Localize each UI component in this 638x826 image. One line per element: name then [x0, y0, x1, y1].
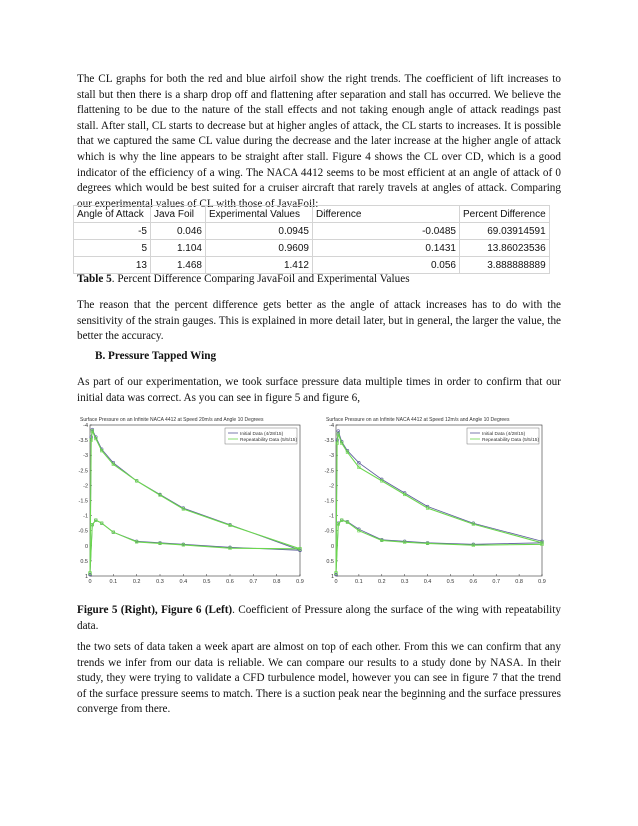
y-tick-label: -3 — [83, 453, 88, 460]
table-header-cell: Difference — [313, 206, 460, 223]
table-row — [74, 240, 550, 257]
y-tick-label: -2.5 — [78, 468, 88, 475]
paragraph-cl-trends: The CL graphs for both the red and blue airfoil show the right trends. The coefficient of lift increases to stall but then there is a sharp drop off and flattening after separation and stall has occurred. We believe the flattening to be due to the nature of the stall effects and not taking enough angle of attack readings past stall. After stall, CL starts to decrease but at higher angles of attack, the CL starts to increases. It is possible that we captured the same CL value during the decrease and the later increase at the higher angle of attack which is why the line appears to be straight after stall. Figure 4 shows the CL over CD, which is a good indicator of the efficiency of a wing. The NACA 4412 seems to be most efficient at an angle of attack of 0 degrees which would be best suited for a cruiser aircraft that rarely travels at angles of attack. Comparing our experimental values of CL with those of JavaFoil: — [77, 73, 561, 210]
table-row — [74, 223, 550, 240]
table-cell: 0.046 — [151, 223, 206, 240]
y-tick-label: -1.5 — [324, 498, 334, 505]
plot-area — [90, 425, 300, 576]
y-tick-label: 0 — [84, 543, 88, 550]
plot-area — [336, 425, 542, 576]
x-tick-label: 0.5 — [202, 579, 211, 585]
table-cell: 1.104 — [151, 240, 206, 257]
table-cell: 13 — [74, 257, 151, 274]
x-tick-label: 0.6 — [226, 579, 234, 585]
x-tick-label: 0.7 — [492, 579, 501, 585]
legend-label: Repeatability Data (5/5/15) — [482, 437, 540, 443]
paragraph-percent-difference: The reason that the percent difference gets better as the angle of attack increases has to do with the sensitivity of the strain gauges. This is explained in more detail later, but in general, the larger the value, the better the accuracy. — [77, 299, 561, 343]
legend-label: Repeatability Data (5/5/15) — [240, 437, 298, 443]
y-tick-label: -1.5 — [78, 498, 88, 505]
x-tick-label: 0.4 — [423, 579, 432, 585]
y-tick-label: -1 — [83, 513, 88, 520]
y-tick-label: -2 — [329, 483, 334, 490]
x-tick-label: 0.9 — [538, 579, 546, 585]
table-cell: 0.9609 — [206, 240, 313, 257]
table-cell: 5 — [74, 240, 151, 257]
y-tick-label: -4 — [329, 423, 334, 429]
x-tick-label: 0.9 — [296, 579, 304, 585]
x-tick-label: 0.2 — [132, 579, 141, 585]
x-tick-label: 0.6 — [469, 579, 478, 585]
table-header-cell: Experimental Values — [206, 206, 313, 223]
y-tick-label: 1 — [330, 574, 334, 580]
x-tick-label: 0.1 — [109, 579, 118, 585]
pressure-chart-12ms — [322, 415, 546, 590]
x-tick-label: 0.5 — [446, 579, 455, 585]
table-header-cell: Java Foil — [151, 206, 206, 223]
y-tick-label: -2 — [83, 483, 88, 490]
table-cell: 3.888888889 — [460, 257, 550, 274]
table-caption-label: Table 5 — [77, 273, 112, 285]
y-tick-label: 0.5 — [80, 558, 88, 565]
table-row — [74, 257, 550, 274]
y-tick-label: -4 — [83, 423, 88, 429]
pressure-chart-20ms — [76, 415, 304, 590]
chart-title: Surface Pressure on an Infinite NACA 4412 at Speed 12m/s and Angle 10 Degrees — [326, 417, 510, 423]
table-cell: 0.056 — [313, 257, 460, 274]
y-tick-label: -3 — [329, 453, 334, 460]
percent-difference-table — [73, 205, 550, 274]
section-heading: B. Pressure Tapped Wing — [95, 350, 217, 362]
legend-label: Initial Data (4/28/15) — [240, 431, 284, 437]
x-tick-label: 0.2 — [377, 579, 386, 585]
table-header-cell: Angle of Attack — [74, 206, 151, 223]
table-cell: 1.412 — [206, 257, 313, 274]
table-cell: -5 — [74, 223, 151, 240]
table-cell: 0.1431 — [313, 240, 460, 257]
table-cell: 69.03914591 — [460, 223, 550, 240]
table-cell: 1.468 — [151, 257, 206, 274]
y-tick-label: -1 — [329, 513, 334, 520]
x-tick-label: 0 — [334, 579, 338, 585]
paragraph-repeatability: the two sets of data taken a week apart are almost on top of each other. From this we can confirm that any trends we infer from our data is reliable. We can compare our results to a study done by NASA. In their study, they were trying to validate a CFD turbulence model, however you can see in figure 7 that the trend of the surface pressure seems to match. There is a suction peak near the beginning and the surface pressures converge from there. — [77, 641, 561, 716]
y-tick-label: 1 — [84, 574, 88, 580]
y-tick-label: 0 — [330, 543, 334, 550]
x-tick-label: 0 — [88, 579, 92, 585]
table-caption-text: . Percent Difference Comparing JavaFoil and Experimental Values — [111, 273, 410, 285]
table-cell: -0.0485 — [313, 223, 460, 240]
y-tick-label: -3.5 — [78, 438, 88, 445]
table-header-cell: Percent Difference — [460, 206, 550, 223]
x-tick-label: 0.7 — [249, 579, 258, 585]
figure-caption-label: Figure 5 (Right), Figure 6 (Left) — [77, 604, 233, 616]
y-tick-label: -2.5 — [324, 468, 334, 475]
x-tick-label: 0.3 — [156, 579, 164, 585]
x-tick-label: 0.8 — [272, 579, 281, 585]
legend-label: Initial Data (4/28/15) — [482, 431, 526, 437]
y-tick-label: -0.5 — [324, 528, 334, 535]
table-cell: 13.86023536 — [460, 240, 550, 257]
figure-caption — [77, 603, 561, 634]
y-tick-label: 0.5 — [326, 558, 334, 565]
y-tick-label: -0.5 — [78, 528, 88, 535]
x-tick-label: 0.3 — [400, 579, 409, 585]
table-cell: 0.0945 — [206, 223, 313, 240]
y-tick-label: -3.5 — [324, 438, 334, 445]
figure-caption-text: . Coefficient of Pressure along the surface of the wing with repeatability data. — [77, 604, 561, 632]
x-tick-label: 0.8 — [515, 579, 523, 585]
table-header-row — [74, 206, 550, 223]
paragraph-pressure-intro: As part of our experimentation, we took surface pressure data multiple times in order to confirm that our initial data was correct. As you can see in figure 5 and figure 6, — [77, 376, 561, 404]
x-tick-label: 0.4 — [179, 579, 188, 585]
chart-title: Surface Pressure on an Infinite NACA 4412 at Speed 20m/s and Angle 10 Degrees — [80, 417, 264, 423]
x-tick-label: 0.1 — [355, 579, 363, 585]
table-caption — [77, 273, 410, 285]
